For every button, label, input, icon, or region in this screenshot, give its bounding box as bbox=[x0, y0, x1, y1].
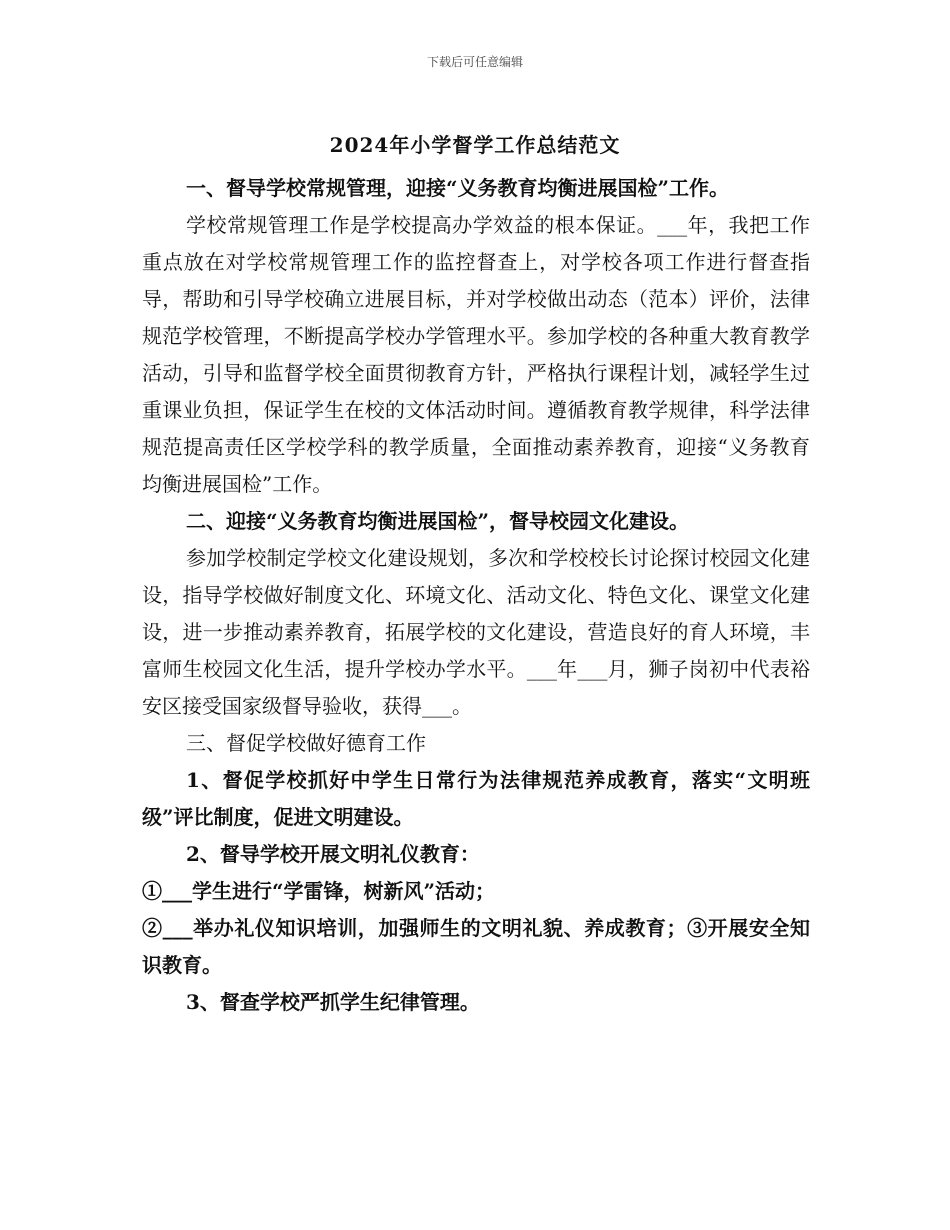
section-3-subitem-1: ①___学生进行“学雷锋，树新风”活动； bbox=[142, 879, 496, 903]
section-3-subitem-2: ②___举办礼仪知识培训，加强师生的文明礼貌、养成教育；③开展安全知识教育。 bbox=[142, 916, 810, 977]
section-3-item-2: 2、督导学校开展文明礼仪教育： bbox=[186, 842, 480, 866]
section-2-heading: 二、迎接“义务教育均衡进展国检”，督导校园文化建设。 bbox=[186, 509, 690, 533]
section-3-item-1: 1、督促学校抓好中学生日常行为法律规范养成教育，落实“文明班级”评比制度，促进文明建设。 bbox=[142, 768, 810, 829]
section-2-paragraph: 参加学校制定学校文化建设规划，多次和学校校长讨论探讨校园文化建设，指导学校做好制度文化、环境文化、活动文化、特色文化、课堂文化建设，进一步推动素养教育，拓展学校的文化建设，营造良好的育人环境，丰富师生校园文化生活，提升学校办学水平。___年___月，狮子岗初中代表裕安区接受国家级督导验收，获得___。 bbox=[142, 546, 810, 718]
section-1-paragraph: 学校常规管理工作是学校提高办学效益的根本保证。___年，我把工作重点放在对学校常规管理工作的监控督查上，对学校各项工作进行督查指导，帮助和引导学校确立进展目标，并对学校做出动态（范本）评价，法律规范学校管理，不断提高学校办学管理水平。参加学校的各种重大教育教学活动，引导和监督学校全面贯彻教育方针，严格执行课程计划，减轻学生过重课业负担，保证学生在校的文体活动时间。遵循教育教学规律，科学法律规范提高责任区学校学科的教学质量，全面推动素养教育，迎接“义务教育均衡进展国检”工作。 bbox=[142, 213, 810, 496]
document-title: 2024年小学督学工作总结范文 bbox=[329, 133, 621, 157]
section-1-heading: 一、督导学校常规管理，迎接“义务教育均衡进展国检”工作。 bbox=[186, 176, 730, 200]
section-3-heading: 三、督促学校做好德育工作 bbox=[186, 731, 426, 755]
document-body bbox=[142, 170, 810, 1021]
page-header-note: 下载后可任意编辑 bbox=[426, 55, 523, 69]
section-3-item-3: 3、督查学校严抓学生纪律管理。 bbox=[186, 990, 480, 1014]
